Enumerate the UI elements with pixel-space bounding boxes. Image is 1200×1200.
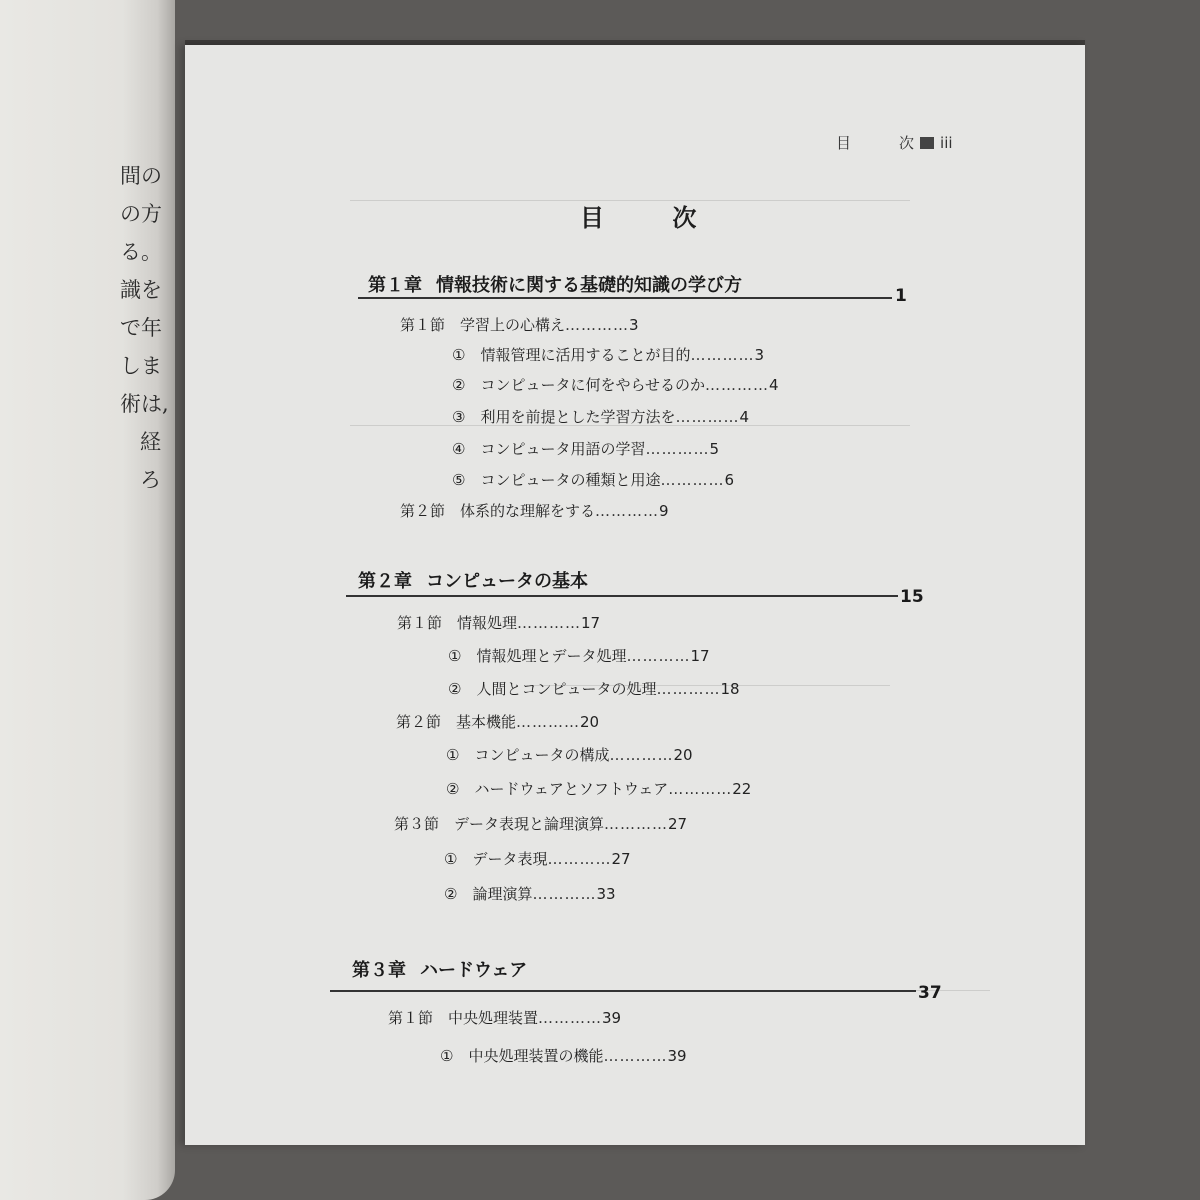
chapter-heading — [352, 956, 527, 982]
left-page-line: る。 — [120, 240, 162, 264]
entry-leader: ………… — [517, 614, 582, 632]
left-page-line: の方 — [120, 202, 162, 226]
entry-text: 第３節 データ表現と論理演算 — [394, 815, 605, 833]
entry-page: 20 — [673, 746, 693, 764]
left-page-line: 術は, — [120, 392, 169, 416]
entry-page: 9 — [659, 502, 669, 520]
toc-entry — [448, 678, 740, 699]
left-page-line: 間の — [120, 164, 162, 188]
entry-text: ① コンピュータの構成 — [446, 746, 610, 764]
toc-entry — [444, 883, 616, 904]
entry-leader: ………… — [538, 1009, 603, 1027]
toc-entry — [446, 744, 693, 765]
entry-text: ① 情報管理に活用することが目的 — [452, 346, 691, 364]
entry-page: 18 — [720, 680, 740, 698]
entry-leader: ………… — [660, 471, 725, 489]
header-label-a: 目 — [836, 134, 852, 152]
chapter-number: 第３章 — [352, 960, 406, 981]
entry-page: 27 — [668, 815, 688, 833]
toc-entry — [397, 612, 600, 633]
entry-leader: ………… — [516, 713, 581, 731]
toc-entry — [452, 438, 719, 459]
left-page-line: で年 — [120, 316, 162, 340]
entry-page: 3 — [629, 316, 639, 334]
entry-text: ② コンピュータに何をやらせるのか — [452, 376, 705, 394]
toc-entry — [448, 645, 710, 666]
chapter-number: 第２章 — [358, 571, 412, 592]
toc-entry — [444, 848, 631, 869]
entry-text: ③ 利用を前提とした学習方法を — [452, 408, 676, 426]
entry-text: ④ コンピュータ用語の学習 — [452, 440, 646, 458]
chapter-heading — [368, 271, 742, 297]
chapter-rule — [330, 990, 916, 992]
square-marker-icon — [920, 137, 934, 149]
entry-leader: ………… — [668, 780, 733, 798]
left-page-line: 識を — [120, 278, 162, 302]
entry-text: 第１節 情報処理 — [397, 614, 518, 632]
chapter-heading — [358, 567, 588, 593]
page-title: 目 次 — [580, 204, 727, 232]
entry-text: ② ハードウェアとソフトウェア — [446, 780, 669, 798]
entry-leader: ………… — [532, 885, 597, 903]
toc-entry — [452, 374, 779, 395]
entry-leader: ………… — [565, 316, 630, 334]
chapter-page-number: 37 — [918, 983, 942, 1003]
chapter-title: ハードウェア — [420, 960, 528, 981]
entry-leader: ………… — [705, 376, 769, 394]
header-label-b: 次 — [899, 134, 915, 152]
left-page-text — [120, 160, 169, 502]
header-page-number: iii — [940, 133, 953, 152]
entry-page: 27 — [611, 850, 631, 868]
toc-entry — [400, 314, 639, 335]
toc-entry — [388, 1007, 621, 1028]
toc-entry — [394, 813, 687, 834]
entry-text: 第１節 学習上の心構え — [400, 316, 566, 334]
toc-entry — [452, 406, 749, 427]
entry-leader: ………… — [645, 440, 710, 458]
running-header — [836, 132, 953, 153]
left-page-line: しま — [120, 354, 162, 378]
left-page-line: ろ — [140, 468, 161, 492]
entry-page: 4 — [769, 376, 779, 394]
entry-text: ① データ表現 — [444, 850, 548, 868]
entry-leader: ………… — [547, 850, 612, 868]
entry-page: 39 — [602, 1009, 622, 1027]
chapter-title: コンピュータの基本 — [426, 571, 588, 592]
entry-leader: ………… — [609, 746, 674, 764]
left-page-line: 経 — [140, 430, 161, 454]
toc-entry — [400, 500, 669, 521]
chapter-number: 第１章 — [368, 275, 422, 296]
toc-entry — [452, 469, 734, 490]
entry-page: 20 — [580, 713, 600, 731]
entry-leader: ………… — [595, 502, 660, 520]
entry-text: 第１節 中央処理装置 — [388, 1009, 539, 1027]
entry-leader: ………… — [656, 680, 721, 698]
left-facing-page — [0, 0, 175, 1200]
toc-entry — [396, 711, 599, 732]
chapter-rule — [358, 297, 892, 299]
entry-page: 6 — [724, 471, 734, 489]
entry-page: 17 — [690, 647, 710, 665]
chapter-page-number: 1 — [895, 286, 907, 306]
toc-entry — [440, 1045, 687, 1066]
entry-page: 3 — [754, 346, 764, 364]
entry-page: 4 — [739, 408, 749, 426]
entry-text: ① 情報処理とデータ処理 — [448, 647, 627, 665]
entry-leader: ………… — [675, 408, 740, 426]
entry-text: 第２節 基本機能 — [396, 713, 517, 731]
chapter-rule — [346, 595, 898, 597]
entry-leader: ………… — [626, 647, 691, 665]
entry-text: ⑤ コンピュータの種類と用途 — [452, 471, 661, 489]
entry-leader: ………… — [603, 1047, 668, 1065]
chapter-page-number: 15 — [900, 587, 924, 607]
toc-entry — [446, 778, 751, 799]
chapter-title: 情報技術に関する基礎的知識の学び方 — [436, 275, 742, 296]
entry-text: ② 人間とコンピュータの処理 — [448, 680, 657, 698]
entry-text: ① 中央処理装置の機能 — [440, 1047, 604, 1065]
entry-page: 39 — [667, 1047, 687, 1065]
toc-entry — [452, 344, 764, 365]
entry-page: 33 — [596, 885, 616, 903]
entry-page: 17 — [581, 614, 601, 632]
entry-leader: ………… — [604, 815, 669, 833]
entry-text: 第２節 体系的な理解をする — [400, 502, 596, 520]
entry-page: 5 — [709, 440, 719, 458]
entry-text: ② 論理演算 — [444, 885, 533, 903]
entry-page: 22 — [732, 780, 752, 798]
entry-leader: ………… — [690, 346, 755, 364]
